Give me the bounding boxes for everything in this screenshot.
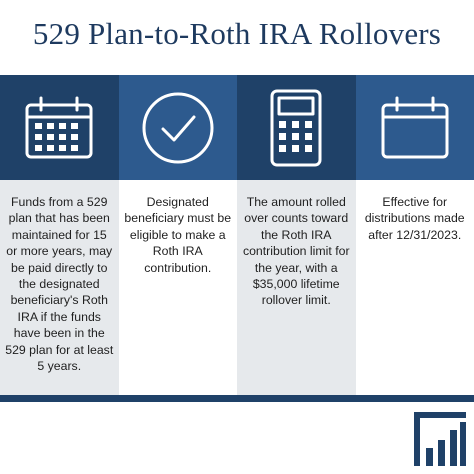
column-contribution-limit <box>237 75 356 395</box>
bottom-rule <box>0 395 474 402</box>
checkmark-circle-icon <box>141 91 215 165</box>
bar-chart-logo-icon <box>410 408 468 466</box>
column-text: Designated beneficiary must be eligible to make a Roth IRA contribution. <box>119 180 238 395</box>
feature-columns <box>0 75 474 395</box>
column-header <box>119 75 238 180</box>
column-eligibility-rule <box>0 75 119 395</box>
column-text: Funds from a 529 plan that has been maintained for 15 or more years, may be paid directly to the designated beneficiary's Roth IRA if the funds have been in the 529 plan for at least 5 years. <box>0 180 119 395</box>
calendar-blank-icon <box>379 95 451 161</box>
calculator-icon <box>268 88 324 168</box>
column-effective-date <box>356 75 474 395</box>
column-header <box>237 75 356 180</box>
column-text: The amount rolled over counts toward the Roth IRA contribution limit for the year, with a $35,000 lifetime rollover limit. <box>237 180 356 395</box>
column-header <box>356 75 474 180</box>
column-text: Effective for distributions made after 12/31/2023. <box>356 180 474 395</box>
column-header <box>0 75 119 180</box>
page-title: 529 Plan-to-Roth IRA Rollovers <box>32 16 442 51</box>
column-beneficiary-requirement <box>119 75 238 395</box>
calendar-grid-icon <box>23 95 95 161</box>
